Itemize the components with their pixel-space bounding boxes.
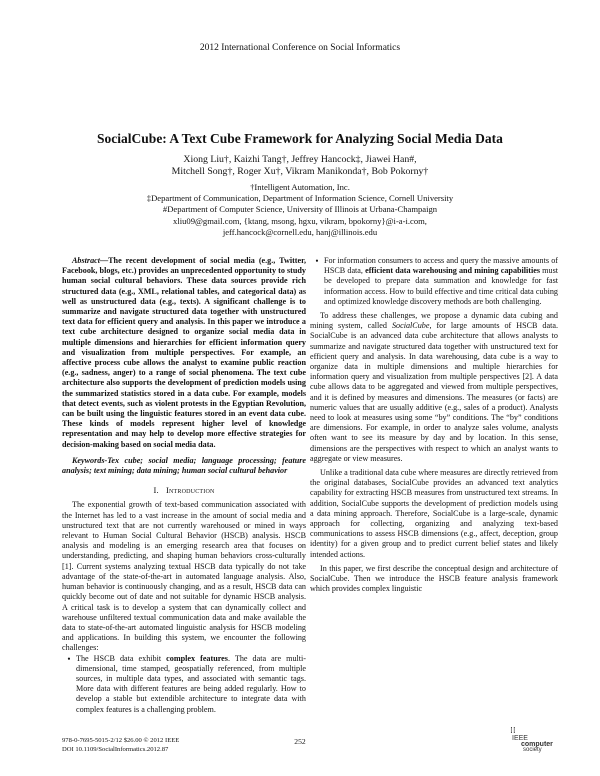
bullet-2-bold: efficient data warehousing and mining capabilities — [365, 266, 541, 276]
left-column — [62, 256, 306, 715]
logo-text-1: IEEE — [512, 735, 528, 742]
body-paragraph-2: Unlike a traditional data cube where measures are directly retrieved from the original databases, SocialCube provides an advanced text analytics capability for extracting HSCB measures from unstructured text streams. In addition, SocialCube supports the development of prediction models using a data mining approach. Therefore, SocialCube is a large-scale, dynamic approach for collecting, organizing and analyzing text-based communications to assess HSCB dimensions (e.g., affect, deception, group identity) for a given group and to predict current belief states and likely intended actions. — [310, 468, 558, 559]
intro-paragraph-1: The exponential growth of text-based communication associated with the Internet has led to a vast increase in the amount of social media and unstructured text that are not currently warehoused or mined in ways relevant to Human Social Cultural Behavior (HSCB) analysis. HSCB analysis and modeling is an emerging research area that focuses on understanding, predicting, and shaping human behaviors cross-culturally [1]. Current systems analyzing textual HSCB data typically do not take advantage of the state-of-the-art in automated language analysis. Also, human behavior is continuously changing, and as a result, HSCB data can quickly become out of date and not suitable for dynamic HSCB analysis. A critical task is to develop a system that can dynamically collect and warehouse unfiltered textual communication data and make available the data to state-of-the-art automated linguistic analysis for HSCB modeling and applications. In building this system, we encounter the following challenges: — [62, 500, 306, 653]
bullet-1-bold: complex features — [166, 653, 228, 663]
author-line-1: Xiong Liu†, Kaizhi Tang†, Jeffrey Hancock‡, Jiawei Han#, — [183, 154, 417, 165]
bullet-2-text: For information consumers to access and query the massive amounts of HSCB data, — [324, 256, 558, 276]
affiliation-1: †Intelligent Automation, Inc. — [250, 182, 350, 192]
author-list — [0, 154, 600, 178]
email-line-2: jeff.hancock@cornell.edu, hanj@illinois.edu — [222, 226, 378, 237]
bullet-1-rest: . The data are multi-dimensional, time stamped, geospatially referenced, from multiple sources, in multiple data types, and associated with semantic tags. More data with different features are being added regularly. How to develop a stable but extendible architecture to integrate data with complex features is a challenging problem. — [76, 653, 306, 714]
logo-text-2: computer — [521, 741, 553, 748]
ieee-computer-society-logo-icon — [510, 726, 570, 758]
body-paragraph-3: In this paper, we first describe the conceptual design and architecture of SocialCube. Then we introduce the HSCB feature analysis framework which provides complex linguistic — [310, 563, 558, 594]
doi-line: DOI 10.1109/SocialInformatics.2012.87 — [62, 745, 169, 753]
paper-title: SocialCube: A Text Cube Framework for Analyzing Social Media Data — [97, 131, 503, 146]
affiliation-3: #Department of Computer Science, University of Illinois at Urbana-Champaign — [162, 204, 438, 215]
section-number: I. — [153, 485, 159, 496]
bullet-item — [310, 256, 558, 307]
bullet-item — [62, 654, 306, 715]
bullet-2-rest: must be developed to prepare data summation and knowledge for fast information access. How to build effective and time critical data cubing and optimized knowledge discovery methods are both challenging. — [324, 266, 558, 306]
body-paragraph-1: To address these challenges, we propose a dynamic data cubing and mining system, called SocialCube, for large amounts of HSCB data. SocialCube is an advanced data cube architecture that allows analysts to summarize and navigate structured data together with unstructured text for efficient query and analysis. In data warehousing, data cube is a way to organize data in multiple dimensions and multiple hierarchies for information query and visualization from multiple perspectives [2]. A data cube allows data to be aggregated and viewed from multiple perspectives, and it is defined by measures and dimensions. The measures (or facts) are numeric values that are usually additive (e.g., sales of a product). Analysts need to look at measures using some “by” conditions. The “by” conditions are dimensions. For example, in order to analyze sales volume, analysts often want to see its measure by day and by location. In this sense, dimensions are the perspectives with respect to which an analyst wants to aggregate or view measures. — [310, 311, 558, 463]
email-line-1: xliu09@gmail.com, {ktang, msong, hgxu, vikram, bpokorny}@i-a-i.com, — [173, 215, 427, 226]
section-heading — [62, 485, 306, 495]
system-name: SocialCube — [391, 321, 430, 331]
affiliations — [0, 182, 600, 238]
bullet-icon: • — [67, 653, 71, 664]
conference-header: 2012 International Conference on Social Informatics — [199, 43, 401, 53]
affiliation-2: ‡Department of Communication, Department of Information Science, Cornell University — [146, 193, 454, 204]
bullet-icon: • — [315, 256, 319, 266]
right-column — [310, 256, 558, 595]
logo-mark-icon: ⁞⁞ — [510, 726, 516, 736]
logo-text-3: society — [523, 747, 542, 753]
section-title: Introduction — [165, 485, 215, 496]
isbn-line: 978-0-7695-5015-2/12 $26.00 © 2012 IEEE — [62, 737, 180, 744]
abstract — [62, 256, 306, 450]
author-line-2: Mitchell Song†, Roger Xu†, Vikram Manikonda†, Bob Pokorny† — [171, 166, 429, 178]
bullet-1-text: The HSCB data exhibit — [76, 653, 167, 663]
keywords: Keywords-Tex cube; social media; language processing; feature analysis; text mining; data mining; human social cultural behavior — [62, 455, 306, 476]
abstract-text: —The recent development of social media (e.g., Twitter, Facebook, blogs, etc.) provides an unprecedented opportunity to study human social cultural behaviors. These data sources provide rich structured data (e.g., XML, relational tables, and categorical data) as well as unstructured data (e.g., texts). A significant challenge is to summarize and navigate structured data together with unstructured text data for efficient query and analysis. In this paper we introduce a text cube architecture designed to organize social media data in multiple dimensions and hierarchies for efficient information query and visualization from multiple perspectives. For example, an affective process cube allows the analyst to examine public reaction (e.g., sadness, anger) to a range of social phenomena. The text cube architecture also supports the development of prediction models using the summarized statistics stored in a data cube. For example, models that detect events, such as violent protests in the Egyptian Revolution, can be built using the linguistic features stored in an event data cube. These kinds of models represent higher level of knowledge representation and may help to develop more effective strategies for decision-making based on social media data. — [62, 256, 306, 449]
page-number: 252 — [294, 737, 306, 746]
abstract-label: Abstract — [72, 256, 100, 265]
